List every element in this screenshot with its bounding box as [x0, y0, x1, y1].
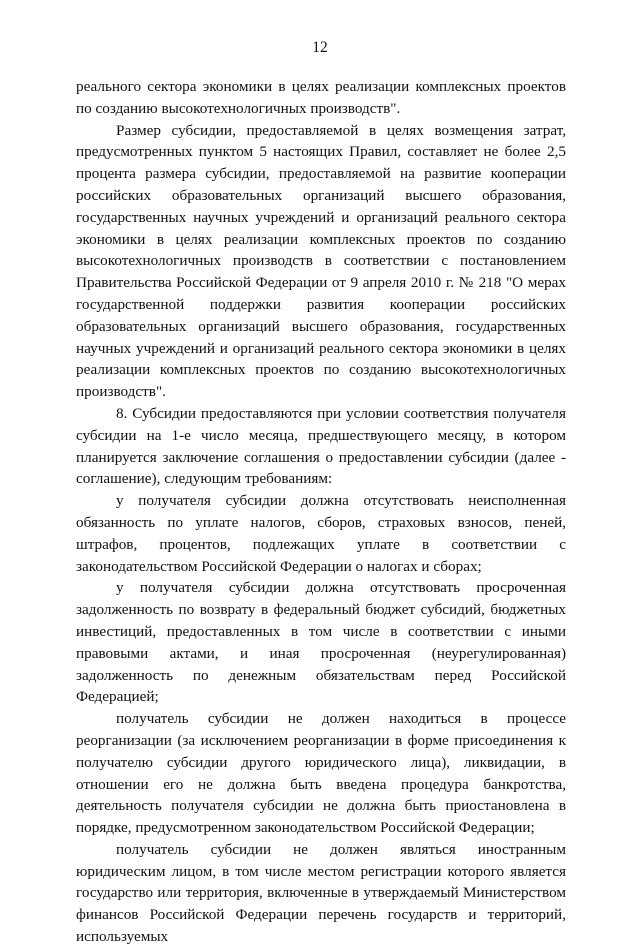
page-number: 12	[312, 39, 328, 56]
paragraph-requirement-reorganization: получатель субсидии не должен находиться в процессе реорганизации (за исключением реорганизации в форме присоединения к получателю субсидии другого юридического лица), ликвидации, в отношении его не должна быть введена процедура банкротства, деятельность получателя субсидии не должна быть приостановлена в порядке, предусмотренном законодательством Российской Федерации;	[76, 710, 566, 837]
paragraph-continuation: реального сектора экономики в целях реализации комплексных проектов по созданию высокотехнологичных производств".	[76, 78, 566, 117]
paragraph-requirement-foreign-entity: получатель субсидии не должен являться иностранным юридическим лицом, в том числе местом регистрации которого является государство или территория, включенные в утверждаемый Министерством финансов Российской Федерации перечень государств и территорий, используемых	[76, 840, 566, 946]
document-body	[76, 76, 566, 948]
paragraph-requirement-debt: у получателя субсидии должна отсутствовать просроченная задолженность по возврату в федеральный бюджет субсидий, бюджетных инвестиций, предоставленных в том числе в соответствии с иными правовыми актами, и иная просроченная (неурегулированная) задолженность по денежным обязательствам перед Российской Федерацией;	[76, 579, 566, 706]
paragraph-requirement-taxes: у получателя субсидии должна отсутствовать неисполненная обязанность по уплате налогов, сборов, страховых взносов, пеней, штрафов, процентов, подлежащих уплате в соответствии с законодательством Российской Федерации о налогах и сборах;	[76, 492, 566, 575]
paragraph-subsidy-size: Размер субсидии, предоставляемой в целях возмещения затрат, предусмотренных пунктом 5 настоящих Правил, составляет не более 2,5 процента размера субсидии, предоставляемой на развитие кооперации российских образовательных организаций высшего образования, государственных научных учреждений и организаций реального сектора экономики в целях реализации комплексных проектов по созданию высокотехнологичных производств в соответствии с постановлением Правительства Российской Федерации от 9 апреля 2010 г. № 218 "О мерах государственной поддержки развития кооперации российских образовательных организаций высшего образования, государственных научных учреждений и организаций реального сектора экономики в целях реализации комплексных проектов по созданию высокотехнологичных производств".	[76, 121, 566, 401]
paragraph-item-8: 8. Субсидии предоставляются при условии соответствия получателя субсидии на 1-е число месяца, предшествующего месяцу, в котором планируется заключение соглашения о предоставлении субсидии (далее - соглашение), следующим требованиям:	[76, 404, 566, 488]
